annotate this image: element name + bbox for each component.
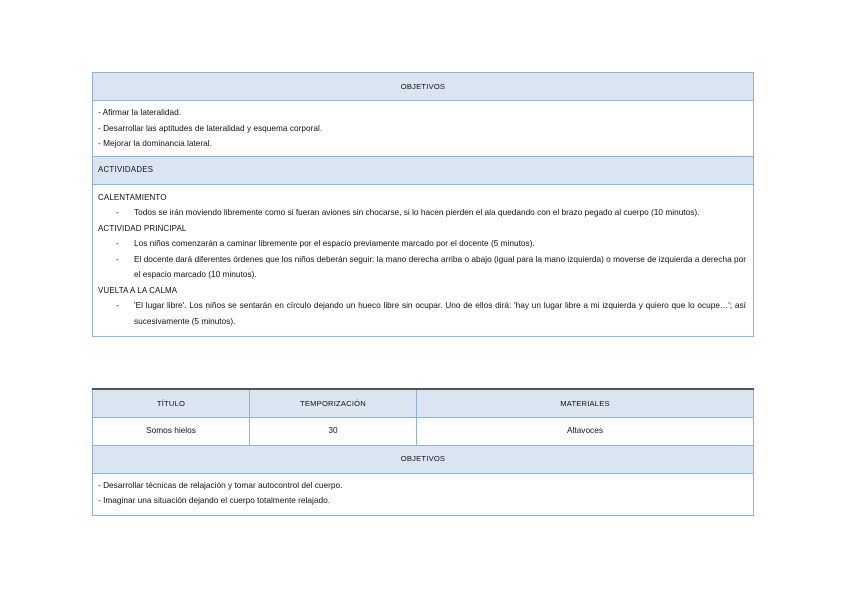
activity-text: 'El lugar libre'. Los niños se sentarán en círculo dejando un hueco libre sin ocupar. Uno de ellos dirá: 'hay un lugar libre a mi izquierda y quiero que lo ocupe…'; así sucesivamente (5 minutos). xyxy=(134,300,746,326)
temporizacion-value: 30 xyxy=(250,417,417,445)
calentamiento-title: CALENTAMIENTO xyxy=(98,192,167,202)
objetivos-header-2: OBJETIVOS xyxy=(93,445,754,473)
activity-item xyxy=(98,298,746,329)
objetivos-header: OBJETIVOS xyxy=(93,73,754,101)
materiales-value: Altavoces xyxy=(417,417,754,445)
titulo-header: TÍTULO xyxy=(93,389,250,417)
activity-item xyxy=(98,236,746,252)
activity-item xyxy=(98,252,746,283)
activity-text: Todos se irán moviendo libremente como si fueran aviones sin chocarse, si lo hacen pierden el ala quedando con el brazo pegado al cuerpo (10 minutos). xyxy=(134,207,700,217)
bullet-dash: - xyxy=(116,253,119,264)
objetivo-item: - Desarrollar las aptitudes de lateralidad y esquema corporal. xyxy=(98,122,323,133)
bullet-dash: - xyxy=(116,238,119,248)
session-table-1 xyxy=(92,72,754,337)
objetivos-cell xyxy=(93,101,754,157)
objetivo-item: - Afirmar la lateralidad. xyxy=(98,107,182,117)
activity-item xyxy=(98,205,746,221)
session-table-2 xyxy=(92,388,754,516)
activity-text: Los niños comenzarán a caminar libremente por el espacio previamente marcado por el docente (5 minutos). xyxy=(134,238,535,248)
bullet-dash: - xyxy=(116,300,119,310)
activity-text: El docente dará diferentes órdenes que los niños deberán seguir: la mano derecha arriba o abajo (igual para la mano izquierda) o moverse de izquierda a derecha por el espacio marcado (10 minutos). xyxy=(134,253,746,279)
temporizacion-header: TEMPORIZACIÓN xyxy=(250,389,417,417)
objetivo-item: - Imaginar una situación dejando el cuerpo totalmente relajado. xyxy=(98,495,330,505)
bullet-dash: - xyxy=(116,207,119,217)
calma-title: VUELTA A LA CALMA xyxy=(98,285,178,295)
objetivo-item: - Mejorar la dominancia lateral. xyxy=(98,138,212,148)
objetivo-item: - Desarrollar técnicas de relajación y tomar autocontrol del cuerpo. xyxy=(98,479,343,490)
actividades-cell xyxy=(93,184,754,337)
titulo-value: Somos hielos xyxy=(93,417,250,445)
objetivos-cell-2 xyxy=(93,473,754,515)
actividades-header: ACTIVIDADES xyxy=(93,156,754,184)
materiales-header: MATERIALES xyxy=(417,389,754,417)
principal-title: ACTIVIDAD PRINCIPAL xyxy=(98,223,187,233)
